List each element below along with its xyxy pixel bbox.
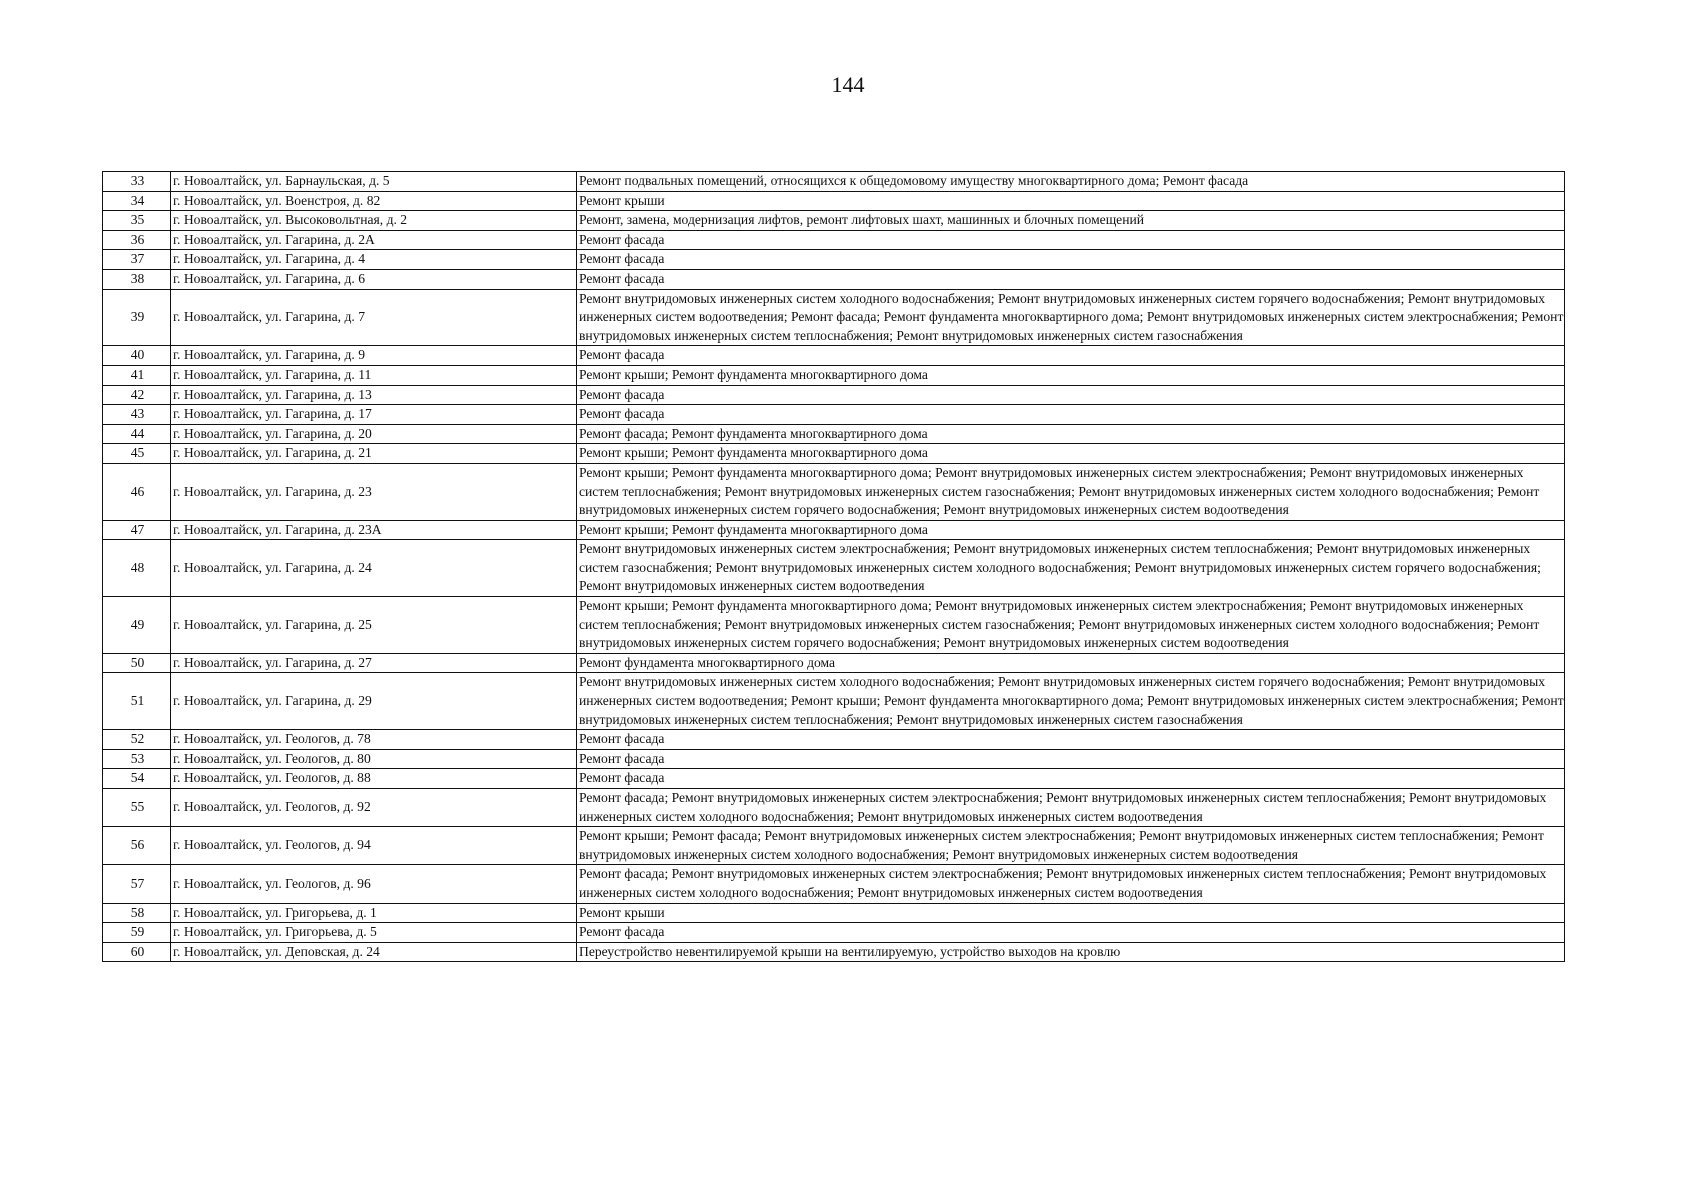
address-cell: г. Новоалтайск, ул. Деповская, д. 24 (171, 942, 577, 962)
table-row (103, 749, 1565, 769)
table-row (103, 385, 1565, 405)
table-row (103, 346, 1565, 366)
works-cell: Ремонт крыши; Ремонт фундамента многоквартирного дома (577, 444, 1565, 464)
row-number-cell: 56 (103, 827, 171, 865)
works-cell: Ремонт крыши; Ремонт фундамента многоквартирного дома (577, 520, 1565, 540)
table-row (103, 789, 1565, 827)
table-row (103, 769, 1565, 789)
address-cell: г. Новоалтайск, ул. Геологов, д. 78 (171, 730, 577, 750)
works-cell: Ремонт фасада (577, 769, 1565, 789)
works-cell: Ремонт подвальных помещений, относящихся к общедомовому имуществу многоквартирного дома; Ремонт фасада (577, 172, 1565, 192)
table-row (103, 230, 1565, 250)
works-cell: Ремонт фасада (577, 730, 1565, 750)
works-cell: Ремонт крыши; Ремонт фундамента многоквартирного дома (577, 365, 1565, 385)
repair-works-table (102, 171, 1565, 962)
row-number-cell: 42 (103, 385, 171, 405)
works-cell: Ремонт фасада; Ремонт внутридомовых инженерных систем электроснабжения; Ремонт внутридомовых инженерных систем теплоснабжения; Ремонт внутридомовых инженерных систем холодного водоснабжения; Ремонт внутридомовых инженерных систем водоотведения (577, 865, 1565, 903)
address-cell: г. Новоалтайск, ул. Гагарина, д. 4 (171, 250, 577, 270)
works-cell: Ремонт крыши; Ремонт фундамента многоквартирного дома; Ремонт внутридомовых инженерных систем электроснабжения; Ремонт внутридомовых инженерных систем теплоснабжения; Ремонт внутридомовых инженерных систем газоснабжения; Ремонт внутридомовых инженерных систем холодного водоснабжения; Ремонт внутридомовых инженерных систем горячего водоснабжения; Ремонт внутридомовых инженерных систем водоотведения (577, 597, 1565, 654)
address-cell: г. Новоалтайск, ул. Гагарина, д. 21 (171, 444, 577, 464)
row-number-cell: 38 (103, 269, 171, 289)
table-row (103, 520, 1565, 540)
address-cell: г. Новоалтайск, ул. Гагарина, д. 17 (171, 405, 577, 425)
works-cell: Ремонт фундамента многоквартирного дома (577, 653, 1565, 673)
address-cell: г. Новоалтайск, ул. Геологов, д. 92 (171, 789, 577, 827)
row-number-cell: 60 (103, 942, 171, 962)
row-number-cell: 41 (103, 365, 171, 385)
works-cell: Ремонт фасада (577, 269, 1565, 289)
table-row (103, 942, 1565, 962)
address-cell: г. Новоалтайск, ул. Высоковольтная, д. 2 (171, 211, 577, 231)
table-row (103, 923, 1565, 943)
address-cell: г. Новоалтайск, ул. Григорьева, д. 5 (171, 923, 577, 943)
address-cell: г. Новоалтайск, ул. Гагарина, д. 20 (171, 424, 577, 444)
row-number-cell: 58 (103, 903, 171, 923)
address-cell: г. Новоалтайск, ул. Гагарина, д. 11 (171, 365, 577, 385)
works-cell: Переустройство невентилируемой крыши на вентилируемую, устройство выходов на кровлю (577, 942, 1565, 962)
row-number-cell: 46 (103, 463, 171, 520)
row-number-cell: 34 (103, 191, 171, 211)
address-cell: г. Новоалтайск, ул. Гагарина, д. 6 (171, 269, 577, 289)
address-cell: г. Новоалтайск, ул. Гагарина, д. 9 (171, 346, 577, 366)
works-cell: Ремонт фасада (577, 749, 1565, 769)
address-cell: г. Новоалтайск, ул. Геологов, д. 80 (171, 749, 577, 769)
works-cell: Ремонт фасада (577, 405, 1565, 425)
table-row (103, 172, 1565, 192)
address-cell: г. Новоалтайск, ул. Гагарина, д. 23 (171, 463, 577, 520)
address-cell: г. Новоалтайск, ул. Григорьева, д. 1 (171, 903, 577, 923)
address-cell: г. Новоалтайск, ул. Гагарина, д. 27 (171, 653, 577, 673)
row-number-cell: 51 (103, 673, 171, 730)
table-row (103, 827, 1565, 865)
address-cell: г. Новоалтайск, ул. Геологов, д. 94 (171, 827, 577, 865)
address-cell: г. Новоалтайск, ул. Геологов, д. 88 (171, 769, 577, 789)
row-number-cell: 59 (103, 923, 171, 943)
row-number-cell: 43 (103, 405, 171, 425)
row-number-cell: 44 (103, 424, 171, 444)
works-cell: Ремонт фасада (577, 230, 1565, 250)
address-cell: г. Новоалтайск, ул. Гагарина, д. 29 (171, 673, 577, 730)
row-number-cell: 37 (103, 250, 171, 270)
row-number-cell: 54 (103, 769, 171, 789)
works-cell: Ремонт фасада (577, 923, 1565, 943)
row-number-cell: 50 (103, 653, 171, 673)
works-cell: Ремонт внутридомовых инженерных систем холодного водоснабжения; Ремонт внутридомовых инженерных систем горячего водоснабжения; Ремонт внутридомовых инженерных систем водоотведения; Ремонт крыши; Ремонт фундамента многоквартирного дома; Ремонт внутридомовых инженерных систем электроснабжения; Ремонт внутридомовых инженерных систем теплоснабжения; Ремонт внутридомовых инженерных систем газоснабжения (577, 673, 1565, 730)
row-number-cell: 39 (103, 289, 171, 346)
works-cell: Ремонт внутридомовых инженерных систем электроснабжения; Ремонт внутридомовых инженерных систем теплоснабжения; Ремонт внутридомовых инженерных систем газоснабжения; Ремонт внутридомовых инженерных систем холодного водоснабжения; Ремонт внутридомовых инженерных систем горячего водоснабжения; Ремонт внутридомовых инженерных систем водоотведения (577, 540, 1565, 597)
works-cell: Ремонт внутридомовых инженерных систем холодного водоснабжения; Ремонт внутридомовых инженерных систем горячего водоснабжения; Ремонт внутридомовых инженерных систем водоотведения; Ремонт фасада; Ремонт фундамента многоквартирного дома; Ремонт внутридомовых инженерных систем электроснабжения; Ремонт внутридомовых инженерных систем теплоснабжения; Ремонт внутридомовых инженерных систем газоснабжения (577, 289, 1565, 346)
works-cell: Ремонт, замена, модернизация лифтов, ремонт лифтовых шахт, машинных и блочных помещений (577, 211, 1565, 231)
table-row (103, 673, 1565, 730)
works-cell: Ремонт фасада (577, 250, 1565, 270)
address-cell: г. Новоалтайск, ул. Гагарина, д. 23А (171, 520, 577, 540)
page-number: 144 (831, 72, 865, 97)
works-cell: Ремонт крыши; Ремонт фундамента многоквартирного дома; Ремонт внутридомовых инженерных систем электроснабжения; Ремонт внутридомовых инженерных систем теплоснабжения; Ремонт внутридомовых инженерных систем газоснабжения; Ремонт внутридомовых инженерных систем холодного водоснабжения; Ремонт внутридомовых инженерных систем горячего водоснабжения; Ремонт внутридомовых инженерных систем водоотведения (577, 463, 1565, 520)
row-number-cell: 47 (103, 520, 171, 540)
row-number-cell: 40 (103, 346, 171, 366)
row-number-cell: 33 (103, 172, 171, 192)
table-row (103, 424, 1565, 444)
address-cell: г. Новоалтайск, ул. Гагарина, д. 24 (171, 540, 577, 597)
table-row (103, 540, 1565, 597)
address-cell: г. Новоалтайск, ул. Гагарина, д. 7 (171, 289, 577, 346)
row-number-cell: 53 (103, 749, 171, 769)
table-row (103, 597, 1565, 654)
row-number-cell: 57 (103, 865, 171, 903)
table-row (103, 269, 1565, 289)
address-cell: г. Новоалтайск, ул. Гагарина, д. 2А (171, 230, 577, 250)
table-row (103, 903, 1565, 923)
table-row (103, 463, 1565, 520)
table-row (103, 289, 1565, 346)
works-cell: Ремонт фасада (577, 346, 1565, 366)
table-row (103, 191, 1565, 211)
row-number-cell: 36 (103, 230, 171, 250)
works-cell: Ремонт фасада; Ремонт внутридомовых инженерных систем электроснабжения; Ремонт внутридомовых инженерных систем теплоснабжения; Ремонт внутридомовых инженерных систем холодного водоснабжения; Ремонт внутридомовых инженерных систем водоотведения (577, 789, 1565, 827)
row-number-cell: 52 (103, 730, 171, 750)
address-cell: г. Новоалтайск, ул. Гагарина, д. 13 (171, 385, 577, 405)
works-cell: Ремонт крыши (577, 903, 1565, 923)
table-row (103, 653, 1565, 673)
works-cell: Ремонт фасада; Ремонт фундамента многоквартирного дома (577, 424, 1565, 444)
table-body (103, 172, 1565, 962)
table-row (103, 211, 1565, 231)
table-row (103, 250, 1565, 270)
row-number-cell: 55 (103, 789, 171, 827)
works-cell: Ремонт фасада (577, 385, 1565, 405)
address-cell: г. Новоалтайск, ул. Гагарина, д. 25 (171, 597, 577, 654)
address-cell: г. Новоалтайск, ул. Военстроя, д. 82 (171, 191, 577, 211)
row-number-cell: 49 (103, 597, 171, 654)
address-cell: г. Новоалтайск, ул. Барнаульская, д. 5 (171, 172, 577, 192)
works-cell: Ремонт крыши; Ремонт фасада; Ремонт внутридомовых инженерных систем электроснабжения; Ремонт внутридомовых инженерных систем теплоснабжения; Ремонт внутридомовых инженерных систем холодного водоснабжения; Ремонт внутридомовых инженерных систем водоотведения (577, 827, 1565, 865)
table-row (103, 405, 1565, 425)
table-row (103, 365, 1565, 385)
row-number-cell: 35 (103, 211, 171, 231)
table-row (103, 730, 1565, 750)
table-row (103, 444, 1565, 464)
table-row (103, 865, 1565, 903)
row-number-cell: 48 (103, 540, 171, 597)
address-cell: г. Новоалтайск, ул. Геологов, д. 96 (171, 865, 577, 903)
works-cell: Ремонт крыши (577, 191, 1565, 211)
row-number-cell: 45 (103, 444, 171, 464)
